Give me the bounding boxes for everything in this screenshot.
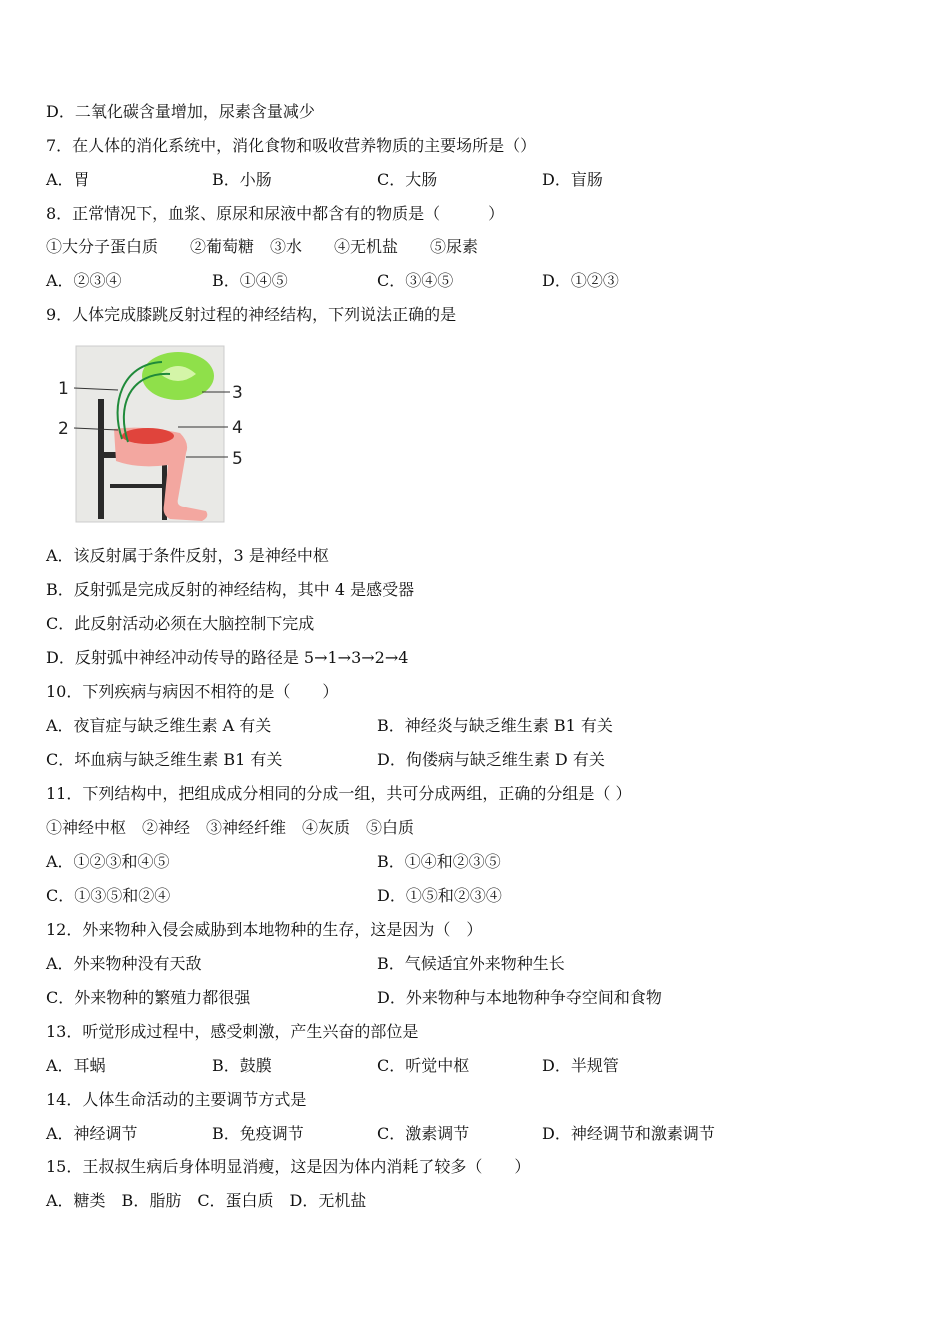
q7-option-c: C．大肠: [377, 170, 438, 189]
q13-option-d: D．半规管: [542, 1056, 619, 1075]
figure-label-5: 5: [232, 449, 243, 469]
q11-stem: 11．下列结构中，把组成成分相同的分成一组，共可分成两组，正确的分组是（ ）: [46, 784, 632, 803]
q12-stem: 12．外来物种入侵会威胁到本地物种的生存，这是因为（ ）: [46, 920, 483, 939]
q9-option-d: D．反射弧中神经冲动传导的路径是 5→1→3→2→4: [46, 648, 409, 667]
q15-options: A．糖类 B．脂肪 C．蛋白质 D．无机盐: [46, 1191, 367, 1210]
q11-options-row1: [0, 852, 950, 872]
q7-option-a: A．胃: [46, 170, 90, 189]
figure-label-4: 4: [232, 418, 243, 438]
q9-option-c: C．此反射活动必须在大脑控制下完成: [46, 614, 315, 633]
q13-stem: 13．听觉形成过程中，感受刺激，产生兴奋的部位是: [46, 1022, 419, 1041]
q9-option-a: A．该反射属于条件反射，3 是神经中枢: [46, 546, 329, 565]
q7-option-d: D．盲肠: [542, 170, 603, 189]
figure-label-1: 1: [58, 379, 69, 399]
q8-option-b: B．①④⑤: [212, 271, 288, 290]
q11-options-row2: [0, 886, 950, 906]
q13-option-a: A．耳蜗: [46, 1056, 106, 1075]
figure-label-2: 2: [58, 419, 69, 439]
chair-rail: [110, 484, 166, 488]
q11-option-a: A．①②③和④⑤: [46, 852, 170, 871]
knee-jerk-illustration: [52, 344, 252, 526]
q8-option-c: C．③④⑤: [377, 271, 454, 290]
q15-stem: 15．王叔叔生病后身体明显消瘦，这是因为体内消耗了较多（ ）: [46, 1157, 531, 1176]
q12-options-row2: [0, 988, 950, 1008]
q11-option-d: D．①⑤和②③④: [377, 886, 502, 905]
q11-option-b: B．①④和②③⑤: [377, 852, 501, 871]
q8-option-a: A．②③④: [46, 271, 122, 290]
chair-back: [98, 399, 104, 519]
q12-option-b: B．气候适宜外来物种生长: [377, 954, 565, 973]
figure-label-3: 3: [232, 383, 243, 403]
q11-option-c: C．①③⑤和②④: [46, 886, 171, 905]
q13-options: [0, 1056, 950, 1076]
q14-option-d: D．神经调节和激素调节: [542, 1124, 715, 1143]
q12-option-d: D．外来物种与本地物种争夺空间和食物: [377, 988, 662, 1007]
q8-stem: 8．正常情况下，血浆、原尿和尿液中都含有的物质是（ ）: [46, 204, 505, 223]
q14-stem: 14．人体生命活动的主要调节方式是: [46, 1090, 307, 1109]
q8-option-d: D．①②③: [542, 271, 619, 290]
q9-stem: 9．人体完成膝跳反射过程的神经结构，下列说法正确的是: [46, 305, 457, 324]
q8-items: ①大分子蛋白质 ②葡萄糖 ③水 ④无机盐 ⑤尿素: [46, 237, 479, 256]
knee-jerk-reflex-figure: [52, 344, 252, 526]
q10-option-c: C．坏血病与缺乏维生素 B1 有关: [46, 750, 283, 769]
thigh-muscle: [122, 428, 174, 444]
q10-options-row1: [0, 716, 950, 736]
q10-option-a: A．夜盲症与缺乏维生素 A 有关: [46, 716, 272, 735]
q10-stem: 10．下列疾病与病因不相符的是（ ）: [46, 682, 339, 701]
q9-option-b: B．反射弧是完成反射的神经结构，其中 4 是感受器: [46, 580, 415, 599]
q12-option-c: C．外来物种的繁殖力都很强: [46, 988, 251, 1007]
q10-options-row2: [0, 750, 950, 770]
q7-stem: 7．在人体的消化系统中，消化食物和吸收营养物质的主要场所是（）: [46, 136, 537, 155]
q7-option-b: B．小肠: [212, 170, 272, 189]
q14-option-a: A．神经调节: [46, 1124, 138, 1143]
q12-options-row1: [0, 954, 950, 974]
q14-option-c: C．激素调节: [377, 1124, 470, 1143]
q13-option-b: B．鼓膜: [212, 1056, 272, 1075]
q12-option-a: A．外来物种没有天敌: [46, 954, 202, 973]
q11-items: ①神经中枢 ②神经 ③神经纤维 ④灰质 ⑤白质: [46, 818, 415, 837]
q13-option-c: C．听觉中枢: [377, 1056, 470, 1075]
q8-options: [0, 271, 950, 291]
q7-options: [0, 170, 950, 190]
q10-option-d: D．佝偻病与缺乏维生素 D 有关: [377, 750, 605, 769]
q10-option-b: B．神经炎与缺乏维生素 B1 有关: [377, 716, 613, 735]
q6-option-d: D．二氧化碳含量增加，尿素含量减少: [46, 102, 315, 121]
q14-option-b: B．免疫调节: [212, 1124, 304, 1143]
q14-options: [0, 1124, 950, 1144]
